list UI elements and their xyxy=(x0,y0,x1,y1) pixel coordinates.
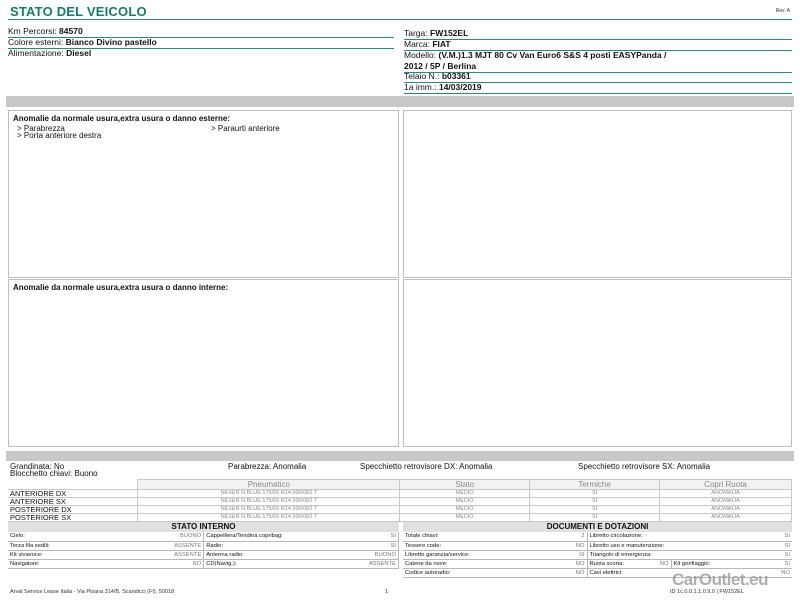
cell-value: ASSENTE xyxy=(108,550,204,559)
table-row xyxy=(8,550,399,559)
cell-value: NO xyxy=(503,559,587,568)
section-divider-bar-2 xyxy=(6,451,794,461)
cell-label: Radio: xyxy=(204,541,304,550)
cell-label: CD(Navig.): xyxy=(204,559,304,568)
tyre-position: POSTERIORE SX xyxy=(8,514,138,522)
external-item-paraurti: > Paraurti anteriore xyxy=(211,124,280,133)
table-row xyxy=(8,559,399,568)
tyre-model: NEXEN N BLUE 175/65 R14 000/082 T xyxy=(138,498,400,506)
cell-label: Codice autoradio: xyxy=(403,568,503,577)
tyre-model: NEXEN N BLUE 175/65 R14 000/082 T xyxy=(138,490,400,498)
tyre-copri: ANOMALIA xyxy=(660,498,792,506)
stato-interno-table xyxy=(8,532,399,569)
cell-label: Antenna radio: xyxy=(204,550,304,559)
cell-label: Triangolo di emergenza: xyxy=(587,550,671,559)
cell-label: Ruota scorta: xyxy=(587,559,649,568)
cell-value: BUONO xyxy=(304,550,399,559)
tyre-termiche: SI xyxy=(530,506,660,514)
specchietto-dx-status: Specchietto retrovisore DX: Anomalia xyxy=(360,462,493,471)
tyre-copri: ANOMALIA xyxy=(660,506,792,514)
cell-label: Cappelliera/Tendina copribag: xyxy=(204,532,304,541)
title-rule xyxy=(8,19,792,20)
cell-value: NO xyxy=(503,541,587,550)
stato-interno-title: STATO INTERNO xyxy=(8,522,399,532)
specchietto-sx-status: Specchietto retrovisore SX: Anomalia xyxy=(578,462,711,471)
tyre-copri: ANOMALIA xyxy=(660,490,792,498)
tyre-copri: ANOMALIA xyxy=(660,514,792,522)
imm-row xyxy=(404,82,792,94)
table-row xyxy=(403,532,792,541)
tyre-position: POSTERIORE DX xyxy=(8,506,138,514)
cell-label: Libretto circolazione: xyxy=(587,532,671,541)
alimentazione-label: Alimentazione: xyxy=(8,48,64,58)
modello-row xyxy=(404,50,792,61)
tyres-table xyxy=(8,479,792,522)
tyre-model: NEXEN N BLUE 175/65 R14 000/082 T xyxy=(138,514,400,522)
table-row xyxy=(8,514,792,522)
tyres-header-termiche: Termiche xyxy=(530,480,660,490)
stato-interno-section xyxy=(8,522,399,569)
cell-label: Libretto uso e manutenzione: xyxy=(587,541,671,550)
cell-value: ASSENTE xyxy=(304,559,399,568)
revision-label: Rev. A xyxy=(775,8,790,14)
footer-id: ID 1c.0.0.1.1.0.9.0 | FW152EL xyxy=(670,589,744,595)
telaio-value: b03361 xyxy=(441,71,471,81)
cell-value: SI xyxy=(503,550,587,559)
parabrezza-status: Parabrezza: Anomalia xyxy=(228,462,307,471)
blocchetto-text: Blocchetto chiavi: Buono xyxy=(10,469,98,478)
external-item-porta: > Porta anteriore destra xyxy=(17,131,102,140)
tyre-termiche: SI xyxy=(530,498,660,506)
internal-damage-title: Anomalie da normale usura,extra usura o danno interne: xyxy=(13,283,229,292)
tyre-stato: MEDIO xyxy=(400,514,530,522)
tyre-termiche: SI xyxy=(530,514,660,522)
kit-gonfiaggio-value: SI xyxy=(784,560,790,567)
internal-photo-panel xyxy=(403,279,792,447)
cell-value: NO xyxy=(671,568,792,577)
tyre-termiche: SI xyxy=(530,490,660,498)
marca-label: Marca: xyxy=(404,39,430,49)
cell-label: Totale chiavi: xyxy=(403,532,503,541)
documenti-title: DOCUMENTI E DOTAZIONI xyxy=(403,522,792,532)
grandinata-text: Grandinata: No xyxy=(10,462,65,471)
cell-label: Cielo: xyxy=(8,532,108,541)
footer-page-number: 1 xyxy=(385,589,389,595)
modello-value-line2: 2012 / 5P / Berlina xyxy=(404,61,477,71)
table-row xyxy=(403,550,792,559)
tyre-stato: MEDIO xyxy=(400,498,530,506)
cell-label: Tessere code: xyxy=(403,541,503,550)
table-row xyxy=(403,541,792,550)
cell-value: SI xyxy=(304,532,399,541)
watermark-logo: CarOutlet.eu xyxy=(672,570,769,589)
external-item-parabrezza: > Parabrezza xyxy=(17,124,65,133)
tyre-position: ANTERIORE DX xyxy=(8,490,138,498)
colore-label: Colore esterni: xyxy=(8,37,64,47)
cell-label: Navigatore: xyxy=(8,559,108,568)
imm-label: 1a imm.: xyxy=(404,82,437,92)
tyre-position: ANTERIORE SX xyxy=(8,498,138,506)
cell-value: SI xyxy=(671,541,792,550)
modello-label: Modello: xyxy=(404,50,437,60)
cell-value: SI xyxy=(304,541,399,550)
tyre-model: NEXEN N BLUE 175/65 R14 000/082 T xyxy=(138,506,400,514)
cell-value: ASSENTE xyxy=(108,541,204,550)
external-damage-title: Anomalie da normale usura,extra usura o danno esterne: xyxy=(13,114,230,123)
table-row xyxy=(403,559,792,568)
cell-value: BUONO xyxy=(108,532,204,541)
table-row xyxy=(8,506,792,514)
footer-company: Arval Service Lease Italia - Via Pisana 314/B, Scandicci (FI), 50018 xyxy=(10,589,175,595)
section-divider-bar xyxy=(6,96,794,107)
tyres-header-copri: Copri Ruota xyxy=(660,480,792,490)
cell-value: SI xyxy=(671,532,792,541)
table-row xyxy=(8,498,792,506)
alimentazione-row xyxy=(8,48,394,59)
tyres-header-stato: Stato xyxy=(400,480,530,490)
table-row xyxy=(8,490,792,498)
tyre-stato: MEDIO xyxy=(400,506,530,514)
cell-value: NO xyxy=(503,568,587,577)
cell-label: Libretto garanzia/service: xyxy=(403,550,503,559)
targa-label: Targa: xyxy=(404,28,428,38)
telaio-label: Telaio N.: xyxy=(404,71,440,81)
tyres-header-pneumatico: Pneumatico xyxy=(138,480,400,490)
cell-label-value xyxy=(671,559,792,568)
marca-value: FIAT xyxy=(432,39,451,49)
cell-label: Terza fila sedili: xyxy=(8,541,108,550)
km-label: Km Percorsi: xyxy=(8,26,57,36)
colore-value: Bianco Divino pastello xyxy=(65,37,157,47)
modello-value-line1: (V.M.)1.3 MJT 80 Cv Van Euro6 S&S 4 posti EASYPanda / xyxy=(438,50,667,60)
cell-label: Kit vivavoce: xyxy=(8,550,108,559)
alimentazione-value: Diesel xyxy=(66,48,92,58)
page-title: STATO DEL VEICOLO xyxy=(10,4,147,19)
cell-value: SI xyxy=(671,550,792,559)
cell-label: Cavi elettrici: xyxy=(587,568,671,577)
tyres-header-row xyxy=(8,480,792,490)
internal-damage-panel xyxy=(8,279,399,447)
kit-gonfiaggio-label: Kit gonfiaggio: xyxy=(673,560,711,567)
table-row xyxy=(8,541,399,550)
cell-value: NO xyxy=(108,559,204,568)
targa-value: FW152EL xyxy=(430,28,469,38)
external-photo-panel xyxy=(403,110,792,278)
cell-value: 2 xyxy=(503,532,587,541)
km-value: 84570 xyxy=(59,26,83,36)
tyres-header-spacer xyxy=(8,480,138,490)
cell-label: Catene da neve: xyxy=(403,559,503,568)
table-row xyxy=(8,532,399,541)
external-damage-panel xyxy=(8,110,399,278)
tyre-stato: MEDIO xyxy=(400,490,530,498)
cell-value: NO xyxy=(649,559,671,568)
imm-value: 14/03/2019 xyxy=(438,82,482,92)
